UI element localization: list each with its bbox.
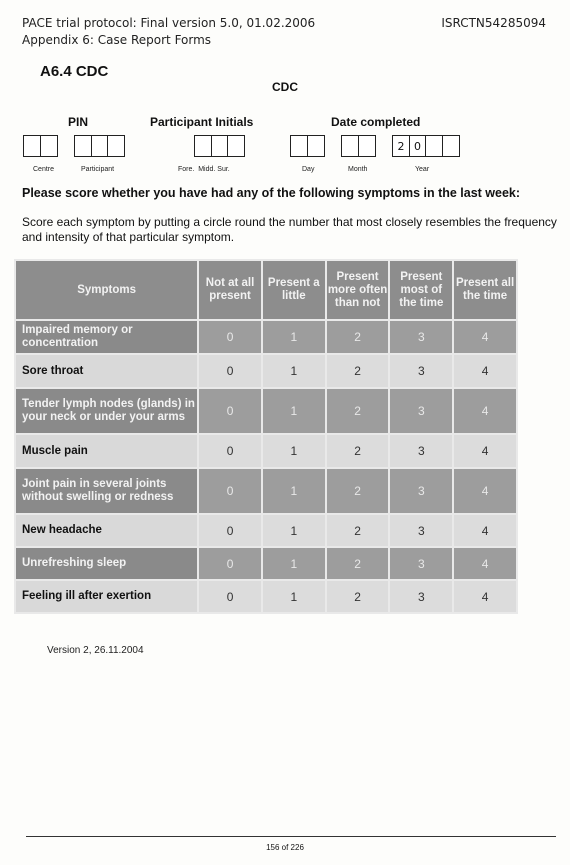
initial-surname-box[interactable]	[227, 135, 245, 157]
pin-participant-caption: Participant	[81, 166, 115, 173]
table-row	[16, 435, 516, 467]
pin-participant-box[interactable]	[91, 135, 109, 157]
table-row	[16, 321, 516, 353]
table-row	[16, 355, 516, 387]
score-option[interactable]: 4	[454, 581, 516, 612]
score-option[interactable]: 0	[199, 355, 261, 387]
score-option[interactable]: 2	[327, 435, 389, 467]
symptom-label: Impaired memory or concentration	[16, 321, 197, 353]
header-a-little: Present a little	[263, 261, 325, 319]
initials-boxes	[194, 135, 245, 157]
score-option[interactable]: 3	[390, 435, 452, 467]
score-option[interactable]: 3	[390, 389, 452, 433]
page-number: 156 of 226	[266, 843, 304, 852]
header-symptoms: Symptoms	[16, 261, 197, 319]
table-header-row	[16, 261, 516, 319]
score-option[interactable]: 4	[454, 321, 516, 353]
initial-forename-box[interactable]	[194, 135, 212, 157]
symptom-label: Tender lymph nodes (glands) in your neck or under your arms	[16, 389, 197, 433]
score-option[interactable]: 4	[454, 548, 516, 579]
pin-centre-caption: Centre	[33, 166, 55, 173]
table-row	[16, 515, 516, 546]
table-row	[16, 389, 516, 433]
symptom-table	[14, 259, 518, 614]
score-option[interactable]: 2	[327, 321, 389, 353]
score-option[interactable]: 4	[454, 389, 516, 433]
year-caption: Year	[415, 166, 430, 173]
score-option[interactable]: 1	[263, 581, 325, 612]
score-option[interactable]: 3	[390, 548, 452, 579]
score-option[interactable]: 2	[327, 469, 389, 513]
header-not-at-all: Not at all present	[199, 261, 261, 319]
date-year-box[interactable]	[442, 135, 460, 157]
initial-middle-box[interactable]	[211, 135, 229, 157]
score-option[interactable]: 1	[263, 389, 325, 433]
score-option[interactable]: 0	[199, 435, 261, 467]
score-option[interactable]: 1	[263, 321, 325, 353]
pin-centre-boxes	[23, 135, 58, 157]
score-option[interactable]: 0	[199, 469, 261, 513]
score-option[interactable]: 0	[199, 581, 261, 612]
form-version: Version 2, 26.11.2004	[47, 645, 144, 656]
symptom-label: Feeling ill after exertion	[16, 581, 197, 612]
score-option[interactable]: 3	[390, 355, 452, 387]
symptom-label: New headache	[16, 515, 197, 546]
date-month-boxes	[341, 135, 376, 157]
score-option[interactable]: 1	[263, 469, 325, 513]
pin-participant-boxes	[74, 135, 125, 157]
score-option[interactable]: 2	[327, 581, 389, 612]
initials-caption: Fore. Midd. Sur.	[178, 166, 230, 173]
score-option[interactable]: 4	[454, 515, 516, 546]
header-all-the-time: Present all the time	[454, 261, 516, 319]
date-day-box[interactable]	[307, 135, 325, 157]
score-option[interactable]: 0	[199, 548, 261, 579]
score-option[interactable]: 1	[263, 548, 325, 579]
date-year-box[interactable]	[425, 135, 443, 157]
score-option[interactable]: 1	[263, 515, 325, 546]
symptom-label: Muscle pain	[16, 435, 197, 467]
score-option[interactable]: 1	[263, 435, 325, 467]
table-row	[16, 548, 516, 579]
date-day-box[interactable]	[290, 135, 308, 157]
symptom-label: Joint pain in several joints without swelling or redness	[16, 469, 197, 513]
header-isrctn: ISRCTN54285094	[441, 16, 546, 30]
score-option[interactable]: 3	[390, 515, 452, 546]
score-option[interactable]: 3	[390, 321, 452, 353]
pin-centre-box[interactable]	[23, 135, 41, 157]
date-month-box[interactable]	[341, 135, 359, 157]
score-option[interactable]: 0	[199, 389, 261, 433]
section-title: A6.4 CDC	[40, 63, 109, 80]
footer-divider	[26, 836, 556, 837]
header-most-of-time: Present most of the time	[390, 261, 452, 319]
date-year-boxes	[392, 135, 460, 157]
symptom-label: Sore throat	[16, 355, 197, 387]
table-row	[16, 469, 516, 513]
symptom-label: Unrefreshing sleep	[16, 548, 197, 579]
pin-participant-box[interactable]	[107, 135, 125, 157]
pin-centre-box[interactable]	[40, 135, 58, 157]
date-year-box[interactable]: 0	[409, 135, 427, 157]
score-option[interactable]: 2	[327, 548, 389, 579]
date-year-box[interactable]: 2	[392, 135, 410, 157]
score-option[interactable]: 2	[327, 515, 389, 546]
table-row	[16, 581, 516, 612]
score-option[interactable]: 4	[454, 435, 516, 467]
score-option[interactable]: 0	[199, 515, 261, 546]
score-option[interactable]: 3	[390, 469, 452, 513]
date-day-boxes	[290, 135, 325, 157]
pin-participant-box[interactable]	[74, 135, 92, 157]
date-label: Date completed	[331, 115, 421, 129]
score-option[interactable]: 2	[327, 355, 389, 387]
score-option[interactable]: 4	[454, 469, 516, 513]
header-appendix: Appendix 6: Case Report Forms	[22, 33, 212, 47]
header-more-often: Present more often than not	[327, 261, 389, 319]
score-option[interactable]: 2	[327, 389, 389, 433]
score-option[interactable]: 0	[199, 321, 261, 353]
pin-label: PIN	[68, 115, 89, 129]
instruction-text: Score each symptom by putting a circle round the number that most closely resembles the frequency and intensity of that particular symptom.	[22, 215, 557, 244]
day-caption: Day	[302, 166, 315, 173]
month-caption: Month	[348, 166, 368, 173]
instruction-heading: Please score whether you have had any of the following symptoms in the last week:	[22, 186, 521, 200]
header-protocol-title: PACE trial protocol: Final version 5.0, 01.02.2006	[22, 16, 316, 30]
score-option[interactable]: 1	[263, 355, 325, 387]
score-option[interactable]: 4	[454, 355, 516, 387]
date-month-box[interactable]	[358, 135, 376, 157]
initials-label: Participant Initials	[150, 115, 254, 129]
score-option[interactable]: 3	[390, 581, 452, 612]
form-title: CDC	[272, 80, 298, 94]
